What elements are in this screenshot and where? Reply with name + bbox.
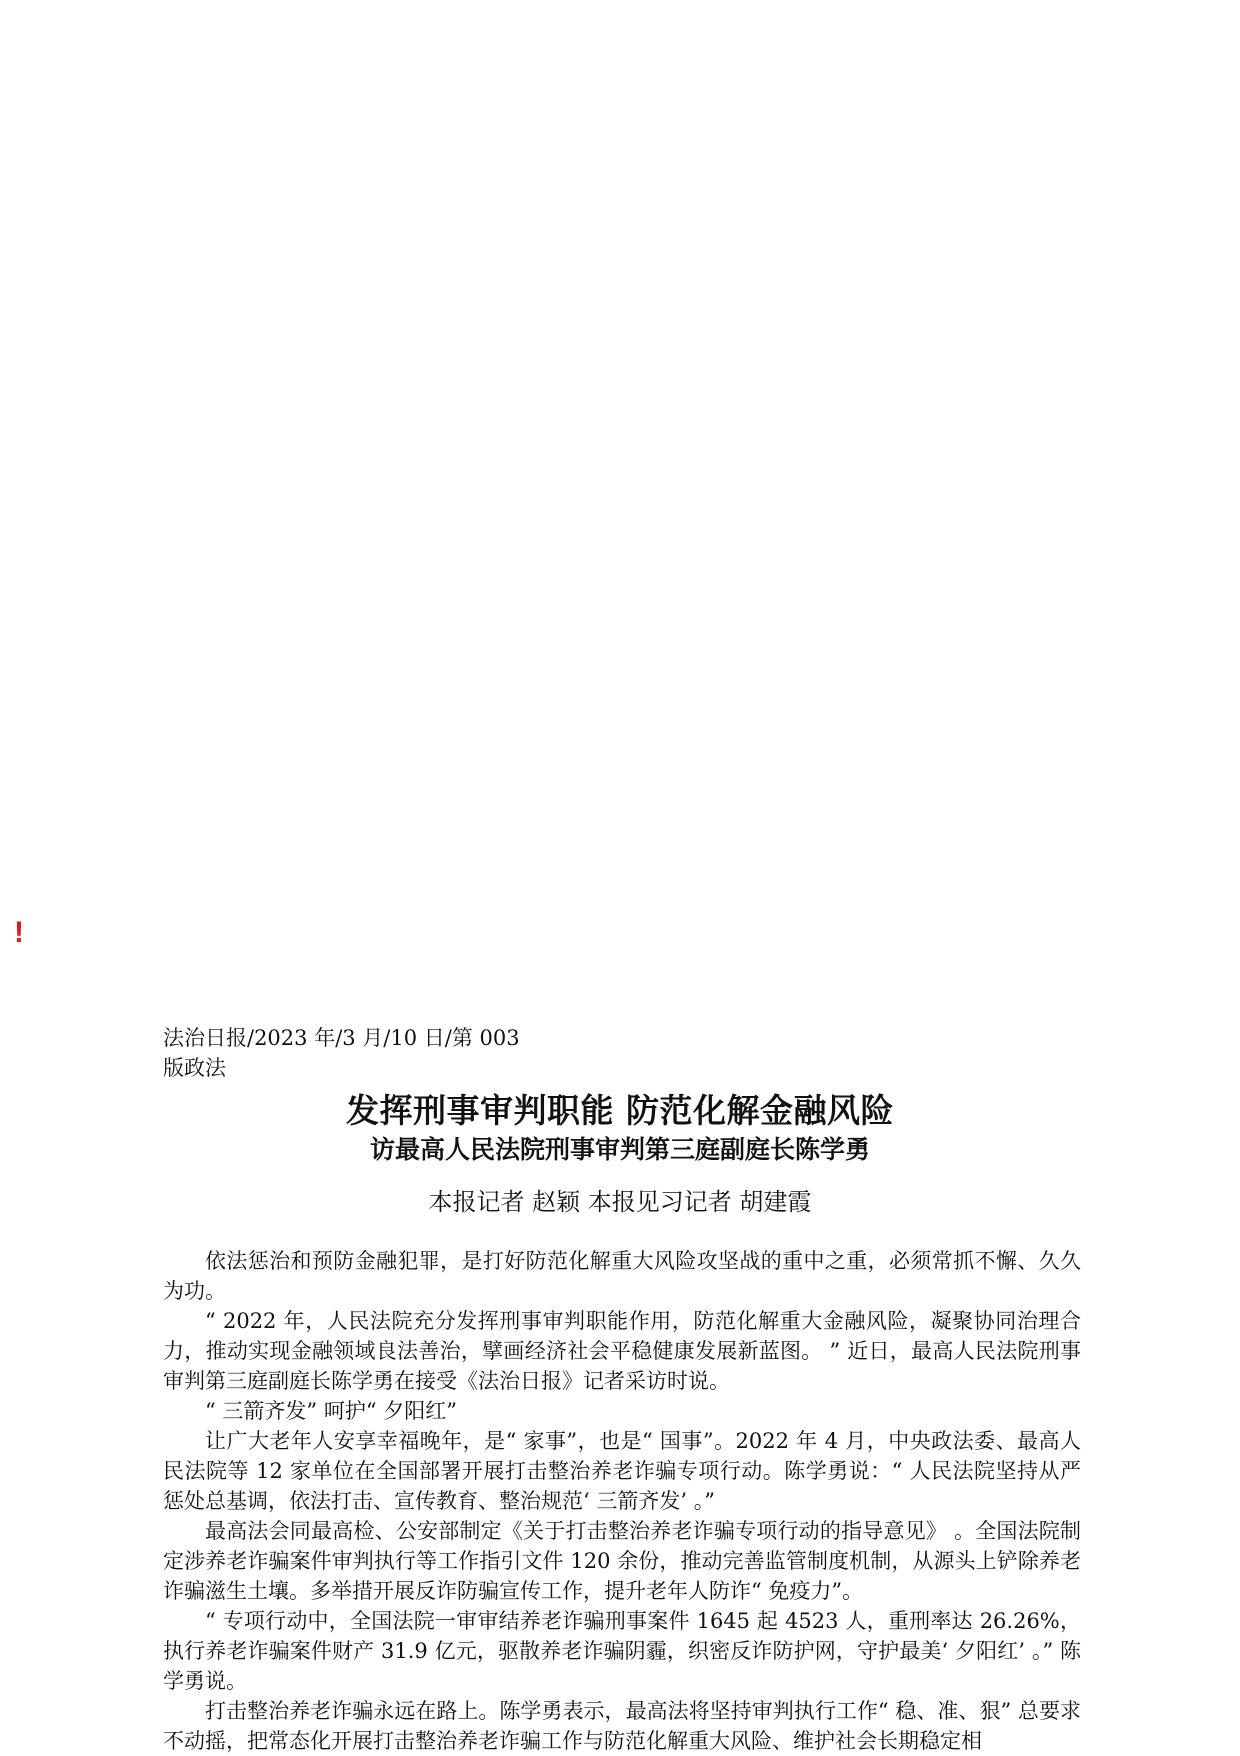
paragraph: 让广大老年人安享幸福晚年，是“ 家事”，也是“ 国事”。2022 年 4 月，中央政法委、最高人民法院等 12 家单位在全国部署开展打击整治养老诈骗专项行动。陈学勇说：“ 人民法院坚持从严惩处总基调，依法打击、宣传教育、整治规范‘ 三箭齐发’ 。” (163, 1429, 1081, 1513)
paragraph: “ 专项行动中，全国法院一审审结养老诈骗刑事案件 1645 起 4523 人，重刑率达 26.26%，执行养老诈骗案件财产 31.9 亿元，驱散养老诈骗阴霾，织密反诈防护网，守护最美‘ 夕阳红’ 。” 陈学勇说。 (163, 1609, 1081, 1693)
dateline: 法治日报/2023 年/3 月/10 日/第 003 版政法 (163, 1026, 520, 1080)
paragraph: 依法惩治和预防金融犯罪，是打好防范化解重大风险攻坚战的重中之重，必须常抓不懈、久久为功。 (163, 1249, 1081, 1303)
paragraph: 打击整治养老诈骗永远在路上。陈学勇表示，最高法将坚持审判执行工作“ 稳、准、狠” 总要求不动摇，把常态化开展打击整治养老诈骗工作与防范化解重大风险、维护社会长期稳定相 (163, 1699, 1081, 1753)
headline-block (0, 1090, 1240, 1168)
article-body (163, 1246, 1081, 1756)
paragraph: 最高法会同最高检、公安部制定《关于打击整治养老诈骗专项行动的指导意见》 。全国法院制定涉养老诈骗案件审判执行等工作指引文件 120 余份，推动完善监管制度机制，从源头上铲除养老诈骗滋生土壤。多举措开展反诈防骗宣传工作，提升老年人防诈“ 免疫力”。 (163, 1519, 1081, 1603)
paragraph: “ 2022 年，人民法院充分发挥刑事审判职能作用，防范化解重大金融风险，凝聚协同治理合力，推动实现金融领域良法善治，擘画经济社会平稳健康发展新蓝图。 ” 近日，最高人民法院刑事审判第三庭副庭长陈学勇在接受《法治日报》记者采访时说。 (163, 1309, 1081, 1393)
section-heading: “ 三箭齐发” 呵护“ 夕阳红” (205, 1399, 457, 1423)
article-subtitle: 访最高人民法院刑事审判第三庭副庭长陈学勇 (369, 1135, 870, 1164)
article-title: 发挥刑事审判职能 防范化解金融风险 (346, 1091, 894, 1130)
red-exclamation-mark: ! (14, 916, 24, 949)
byline: 本报记者 赵颖 本报见习记者 胡建霞 (428, 1188, 812, 1216)
